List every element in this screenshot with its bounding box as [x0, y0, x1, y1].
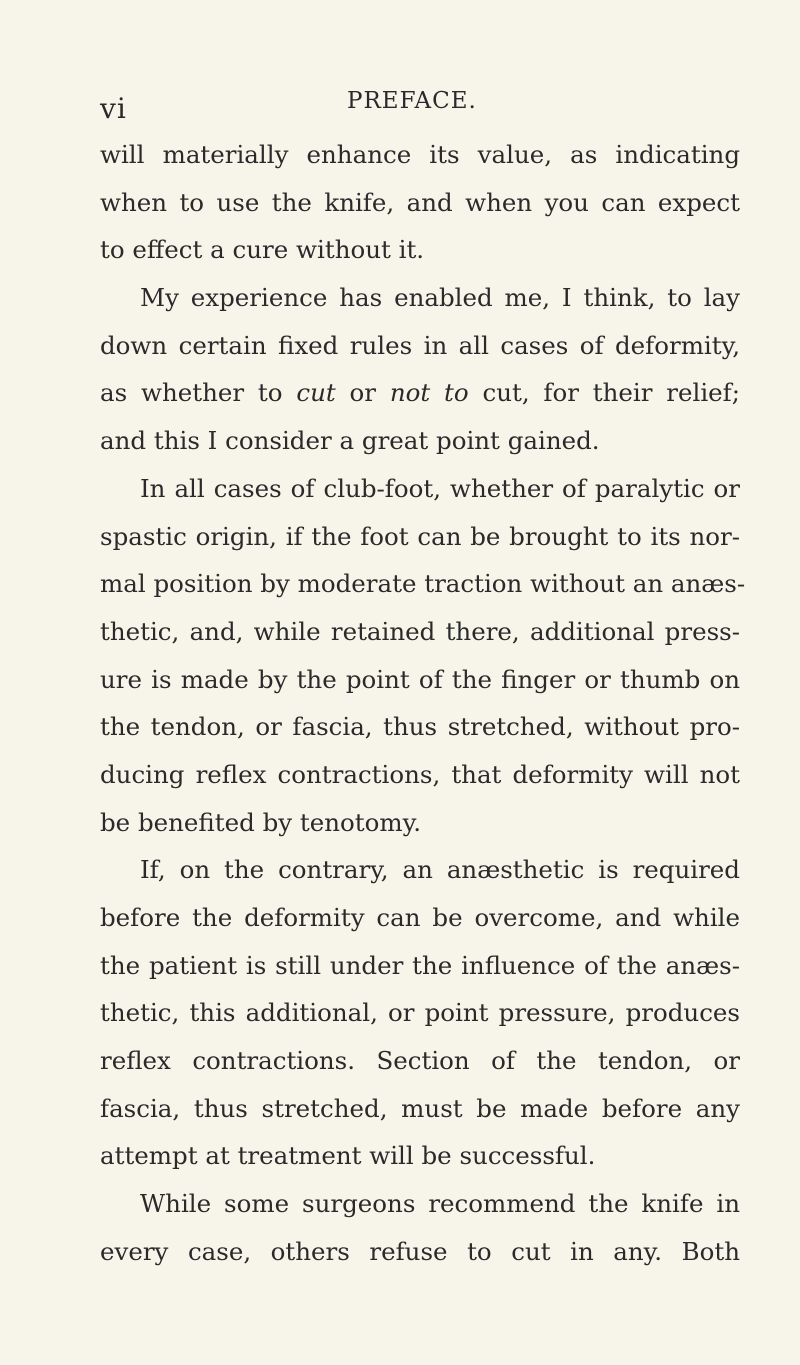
page-header: [0, 88, 800, 128]
text-line: thetic, this additional, or point pressure, produces: [100, 998, 740, 1028]
text-line: to effect a cure without it.: [100, 235, 425, 265]
text-line: While some surgeons recommend the knife in: [140, 1189, 740, 1219]
text-line: If, on the contrary, an anæsthetic is required: [140, 855, 740, 885]
text-line: every case, others refuse to cut in any. Both: [100, 1236, 740, 1266]
text-line: spastic origin, if the foot can be brought to its nor-: [100, 521, 740, 551]
text-line: mal position by moderate traction without an anæs-: [100, 569, 746, 599]
text-line: be benefited by tenotomy.: [100, 807, 421, 837]
text-line: before the deformity can be overcome, and while: [100, 903, 740, 932]
text-line: the tendon, or fascia, thus stretched, without pro-: [100, 712, 740, 742]
text-line: [100, 369, 740, 417]
text-line: and this I consider a great point gained.: [100, 426, 600, 456]
text-line: will materially enhance its value, as indicating: [100, 140, 740, 169]
text-run: cut, for their relief;: [468, 378, 740, 408]
text-line: reflex contractions. Section of the tendon, or: [100, 1046, 740, 1076]
text-line: My experience has enabled me, I think, to lay: [140, 283, 740, 313]
page-number: vi: [100, 92, 127, 125]
text-line: In all cases of club-foot, whether of paralytic or: [140, 473, 740, 503]
text-run: as whether to: [100, 378, 297, 408]
text-line: down certain fixed rules in all cases of deformity,: [100, 330, 740, 360]
text-line: when to use the knife, and when you can expect: [100, 187, 740, 217]
text-line: thetic, and, while retained there, additional press-: [100, 616, 740, 646]
italic-run: cut: [296, 378, 336, 408]
body-text: [100, 131, 746, 1276]
text-line: attempt at treatment will be successful.: [100, 1141, 596, 1171]
text-line: the patient is still under the influence of the anæs-: [100, 950, 740, 980]
text-line: ure is made by the point of the finger or thumb on: [100, 664, 740, 694]
text-line: ducing reflex contractions, that deformity will not: [100, 759, 740, 789]
text-run: or: [335, 378, 390, 408]
italic-run: not to: [389, 378, 469, 408]
running-head: PREFACE.: [347, 88, 477, 114]
text-line: fascia, thus stretched, must be made before any: [100, 1093, 740, 1123]
